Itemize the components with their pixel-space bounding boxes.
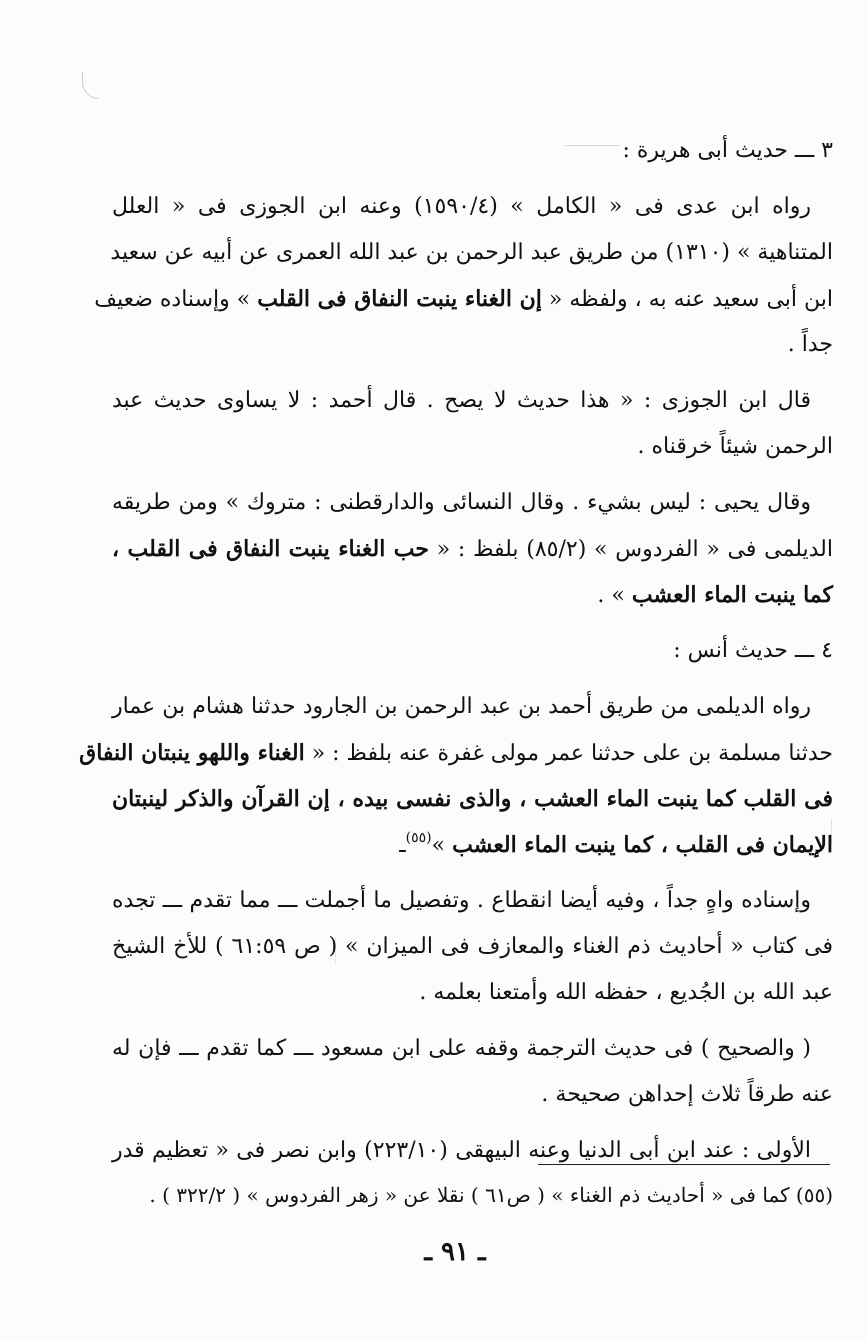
paragraph-3-line-2-start: الديلمى فى « الفردوس » (٨٥/٢) بلفظ : « bbox=[428, 537, 833, 562]
paragraph-3-line-3 bbox=[112, 572, 833, 618]
paragraph-1-line-2: المتناهية » (١٣١٠) من طريق عبد الرحمن بن عبد الله العمرى عن أبيه عن سعيد bbox=[110, 240, 833, 265]
paragraph-3-line-1: وقال يحيى : ليس بشيء . وقال النسائى والدارقطنى : متروك » ومن طريقه bbox=[112, 490, 811, 515]
paragraph-6-line-2: عنه طرقاً ثلاث إحداهن صحيحة . bbox=[541, 1082, 833, 1107]
footnote-divider bbox=[538, 1164, 830, 1165]
paragraph-2-line-1: قال ابن الجوزى : « هذا حديث لا يصح . قال أحمد : لا يساوى حديث عبد bbox=[112, 388, 811, 413]
paragraph-1-line-3-end: » وإسناده ضعيف bbox=[94, 287, 258, 312]
highlighted-hadith-text: الإيمان فى القلب ، كما ينبت الماء العشب bbox=[452, 832, 833, 858]
section-heading-3: ٣ ـــ حديث أبى هريرة : bbox=[622, 138, 833, 163]
paragraph-5 bbox=[112, 878, 833, 1016]
paragraph-4 bbox=[79, 684, 833, 868]
page-number: ـ ٩١ ـ bbox=[424, 1237, 486, 1267]
main-text-block bbox=[79, 128, 834, 1184]
highlighted-hadith-text: إن الغناء ينبت النفاق فى القلب bbox=[257, 286, 542, 312]
paragraph-2-line-2: الرحمن شيئاً خرقناه . bbox=[637, 434, 833, 459]
highlighted-hadith-text: كما ينبت الماء العشب bbox=[631, 582, 833, 608]
paragraph-4-line-2 bbox=[79, 730, 833, 776]
highlighted-hadith-text: الغناء واللهو ينبتان النفاق bbox=[79, 740, 305, 766]
paragraph-7 bbox=[112, 1128, 833, 1174]
paragraph-5-line-3: عبد الله بن الجُديع ، حفظه الله وأمتعنا بعلمه . bbox=[419, 980, 833, 1005]
highlighted-hadith-text: حب الغناء ينبت النفاق فى القلب ، bbox=[112, 536, 429, 562]
paragraph-4-line-2-start: حدثنا مسلمة بن على حدثنا عمر مولى غفرة عنه بلفظ : « bbox=[304, 741, 833, 766]
paragraph-5-line-1: وإسناده واهٍ جداً ، وفيه أيضا انقطاع . وتفصيل ما أجملت ـــ مما تقدم ـــ تجده bbox=[112, 888, 811, 913]
paragraph-3-line-3-end: » . bbox=[597, 583, 632, 608]
paragraph-7-line-1: الأولى : عند ابن أبى الدنيا وعنه البيهقى (٢٢٣/١٠) وابن نصر فى « تعظيم قدر bbox=[112, 1138, 812, 1163]
paragraph-4-line-3: فى القلب كما ينبت الماء العشب ، والذى نفسى بيده ، إن القرآن والذكر لينبتان bbox=[112, 786, 833, 812]
paragraph-1-line-3 bbox=[94, 276, 833, 322]
paragraph-1-line-3-start: ابن أبى سعيد عنه به ، ولفظه « bbox=[541, 287, 833, 312]
paragraph-1-line-4: جداً . bbox=[787, 332, 833, 357]
paragraph-4-line-4-end: » bbox=[431, 833, 453, 858]
paragraph-1-line-1: رواه ابن عدى فى « الكامل » (١٥٩٠/٤) وعنه ابن الجوزى فى « العلل bbox=[112, 194, 812, 219]
section-heading-4: ٤ ـــ حديث أنس : bbox=[673, 638, 833, 663]
paragraph-4-line-4 bbox=[112, 822, 833, 868]
paragraph-2 bbox=[112, 378, 833, 470]
paragraph-3-line-2 bbox=[112, 526, 833, 572]
footnote-reference: (٥٥) bbox=[405, 830, 432, 846]
paragraph-6 bbox=[112, 1026, 833, 1118]
paragraph-4-line-4-tail: ـ bbox=[399, 833, 406, 858]
paragraph-1 bbox=[94, 184, 833, 368]
scan-artifact-left bbox=[82, 72, 99, 99]
paragraph-3 bbox=[112, 480, 833, 618]
footnote-text: (٥٥) كما فى « أحاديث ذم الغناء » ( ص٦١ ) نقلا عن « زهر الفردوس » ( ٣٢٢/٢ ) . bbox=[149, 1183, 833, 1207]
paragraph-6-line-1: ( والصحيح ) فى حديث الترجمة وقفه على ابن مسعود ـــ كما تقدم ـــ فإن له bbox=[112, 1036, 811, 1061]
paragraph-5-line-2: فى كتاب « أحاديث ذم الغناء والمعازف فى الميزان » ( ص ٦١:٥٩ ) للأخ الشيخ bbox=[112, 934, 834, 959]
paragraph-4-line-1: رواه الديلمى من طريق أحمد بن عبد الرحمن بن الجارود حدثنا هشام بن عمار bbox=[112, 694, 811, 719]
